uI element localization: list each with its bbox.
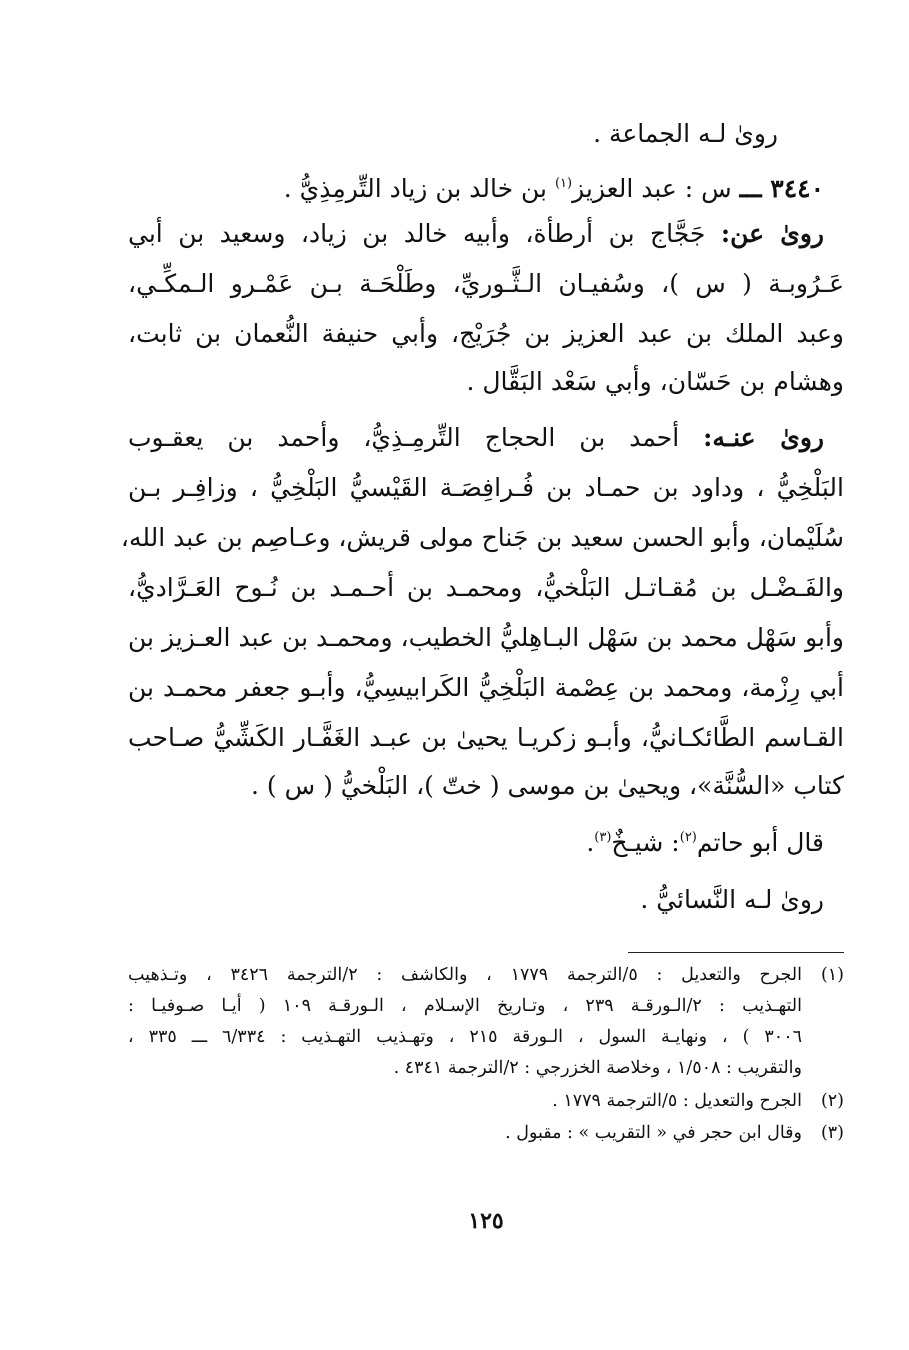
footnote-3-number: (٣) bbox=[820, 1123, 844, 1143]
narrators-line-8: كتاب «السُّنَّة»، ويحيىٰ بن موسى ( ختّ )، البَلْخيُّ ( س ) . bbox=[251, 771, 844, 800]
footnote-1-line-3: ٣٠٠٦ ) ، ونهايـة السول ، الـورقة ٢١٥ ، وتهـذيب التهـذيب : ٦/٣٣٤ ـــ ٣٣٥ ، bbox=[128, 1027, 802, 1047]
entry-name: عبد العزيز bbox=[572, 174, 677, 203]
narrated-from-label: رویٰ عن: bbox=[720, 219, 824, 248]
narrated-from-line-1: رویٰ عن: جَجَّاج بن أرطأة، وأبيه خالد بن زياد، وسعيد بن أبي bbox=[128, 219, 824, 248]
narrators-line-3: سُلَيْمان، وأبو الحسن سعيد بن جَناح مولى قريش، وعـاصِم بن عبد الله، bbox=[120, 523, 844, 552]
entry-number: ٣٤٤٠ ـــ bbox=[739, 174, 824, 203]
entry-tag: س : bbox=[684, 174, 732, 203]
footnote-separator bbox=[628, 952, 844, 953]
transmitted-by-nasai-line: رویٰ لـه النَّسائيُّ . bbox=[640, 885, 824, 914]
footnote-2: (٢)الجرح والتعديل : ٥/الترجمة ١٧٧٩ . bbox=[128, 1086, 844, 1116]
narrators-line-2: البَلْخِيُّ ، وداود بن حمـاد بن فُـرافِصَـة القَيْسيُّ البَلْخِيُّ ، وزافِـر بـن bbox=[128, 473, 844, 502]
footnote-ref-2[interactable]: (٢) bbox=[679, 830, 697, 845]
narrators-line-6: أبي رِزْمة، ومحمد بن عِصْمة البَلْخِيُّ الكَرابيسِيُّ، وأبـو جعفر محمـد بن bbox=[128, 673, 844, 702]
footnote-1-line-1: (١)الجرح والتعديل : ٥/الترجمة ١٧٧٩ ، والكاشف : ٢/الترجمة ٣٤٢٦ ، وتـذهيب bbox=[128, 960, 844, 990]
abu-hatim-line: قال أبو حاتم$^{(٢)}$: شيـخٌ$^{(٣)}$. bbox=[586, 828, 824, 857]
narrated-from-line-2: عَـرُوبـة ( س )، وسُفيـان الـثَّـوريِّ، وطَلْحَـة بـن عَمْـرو الـمكِّـي، bbox=[128, 269, 844, 298]
narrators-line-7: القـاسم الطَّائكـانيُّ، وأبـو زكريـا يحيىٰ بن عبـد الغَفَّـار الكَشِّيُّ صـاحب bbox=[128, 723, 844, 752]
footnote-1-number: (١) bbox=[820, 965, 844, 985]
book-page bbox=[120, 100, 844, 1270]
narrators-label: رویٰ عنـه: bbox=[703, 423, 825, 452]
entry-name-rest: بن خالد بن زياد التِّرمِذِيُّ . bbox=[283, 174, 547, 203]
footnote-1-line-2: التهـذيب : ٢/الـورقـة ٢٣٩ ، وتـاريخ الإسـلام ، الـورقـة ١٠٩ ( أيـا صـوفيـا : bbox=[128, 996, 802, 1016]
footnote-ref-3[interactable]: (٣) bbox=[594, 830, 612, 845]
footnote-3: (٣)وقال ابن حجر في « التقريب » : مقبول . bbox=[128, 1118, 844, 1148]
narrated-from-line-3: وعبد الملك بن عبد العزيز بن جُرَيْج، وأبي حنيفة النُّعمان بن ثابت، bbox=[128, 319, 844, 348]
narrated-from-line-4: وهشام بن حَسّان، وأبي سَعْد البَقَّال . bbox=[466, 367, 844, 396]
footnote-ref-1[interactable]: (١) bbox=[554, 176, 573, 191]
footnote-1-line-4: والتقريب : ١/٥٠٨ ، وخلاصة الخزرجي : ٢/الترجمة ٤٣٤١ . bbox=[393, 1058, 802, 1078]
transmitted-by-group-line: رویٰ لـه الجماعة . bbox=[593, 119, 778, 148]
page-number: ١٢٥ bbox=[468, 1208, 504, 1234]
narrators-line-1: رویٰ عنـه: أحمد بن الحجاج التِّرمِـذِيُّ، وأحمد بن يعقـوب bbox=[128, 423, 825, 452]
narrators-line-5: وأبو سَهْل محمد بن سَهْل البـاهِليُّ الخطيب، ومحمـد بن عبد العـزيز بن bbox=[128, 623, 844, 652]
footnote-2-number: (٢) bbox=[820, 1091, 844, 1111]
entry-heading bbox=[128, 162, 844, 211]
narrators-line-4: والفَـضْـل بن مُقـاتـل البَلْخيُّ، ومحمـد بن أحـمـد بن نُـوح العَـرَّاديُّ، bbox=[128, 573, 844, 602]
